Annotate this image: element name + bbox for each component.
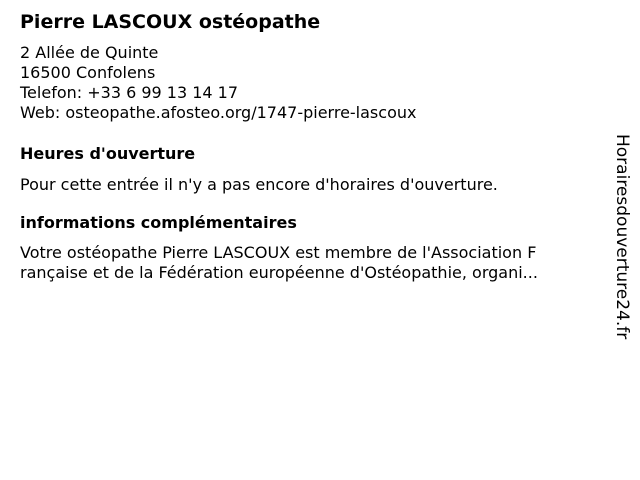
additional-info-line-2: rançaise et de la Fédération européenne d'Ostéopathie, organi... — [20, 263, 538, 282]
address-block — [20, 43, 416, 123]
opening-hours-text: Pour cette entrée il n'y a pas encore d'horaires d'ouverture. — [20, 175, 498, 194]
opening-hours-heading: Heures d'ouverture — [20, 144, 196, 163]
address-city: 16500 Confolens — [20, 63, 156, 82]
additional-info-text — [20, 243, 582, 283]
address-street: 2 Allée de Quinte — [20, 43, 159, 62]
page-title: Pierre LASCOUX ostéopathe — [20, 11, 321, 33]
phone-line: Telefon: +33 6 99 13 14 17 — [20, 83, 239, 102]
web-line: Web: osteopathe.afosteo.org/1747-pierre-lascoux — [20, 103, 417, 122]
site-brand-text: Horairesdouverture24.fr — [612, 134, 632, 340]
additional-info-heading: informations complémentaires — [20, 213, 297, 232]
additional-info-line-1: Votre ostéopathe Pierre LASCOUX est membre de l'Association F — [20, 243, 537, 262]
site-brand-vertical — [600, 130, 640, 350]
